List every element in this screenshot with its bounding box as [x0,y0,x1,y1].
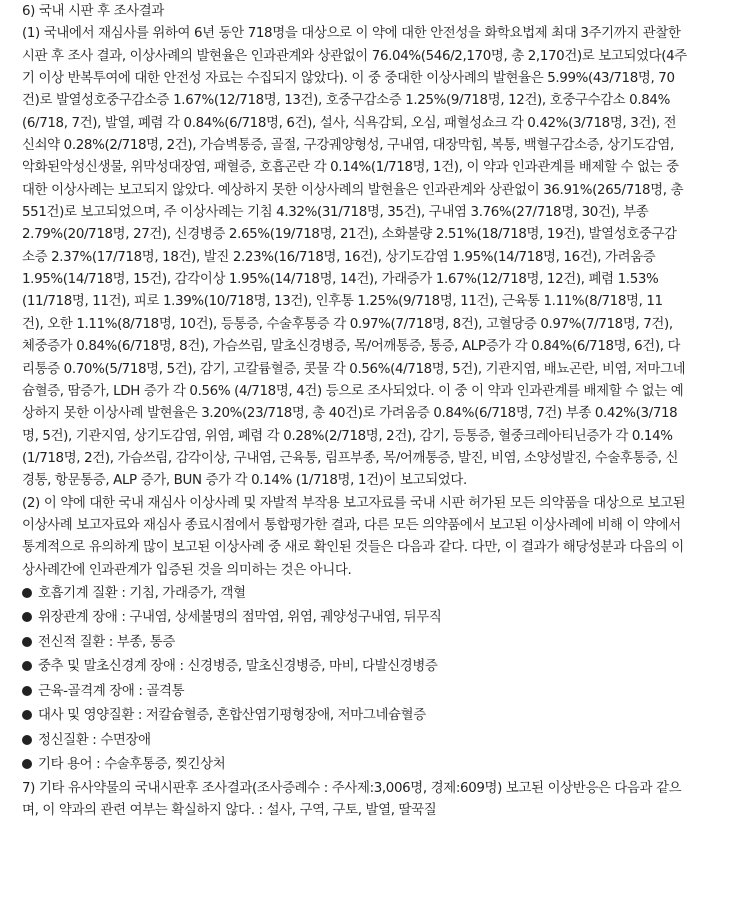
paragraph-domestic-survey [22,23,740,492]
bullet-dot-icon [22,588,32,598]
list-item-text: 대사 및 영양질환 : 저칼슘혈증, 혼합산염기평형장애, 저마그네슘혈증 [38,708,426,724]
text-line: (1/718명, 2건), 가슴쓰림, 감각이상, 구내염, 근육통, 림프부종, 목/어깨통증, 발진, 비염, 소양성발진, 수술후통증, 신 [22,450,679,466]
text-line: 대한 이상사례는 보고되지 않았다. 예상하지 못한 이상사례의 발현율은 인과관계와 상관없이 36.91%(265/718명, 총 [22,182,684,198]
section-heading [22,1,740,23]
text-line: 경통, 항문통증, ALP 증가, BUN 증가 각 0.14% (1/718명, 1건)이 보고되었다. [22,473,467,489]
text-line: 리통증 0.70%(5/718명, 5건), 감기, 고칼륨혈증, 콧물 각 0.56%(4/718명, 5건), 기관지염, 배뇨곤란, 비염, 저마그네 [22,361,686,377]
text-line: 1.95%(14/718명, 15건), 감각이상 1.95%(14/718명, 14건), 가래증가 1.67%(12/718명, 12건), 폐렴 1.53% [22,272,659,288]
adverse-event-bullet-list [22,582,740,778]
text-line: 상하지 못한 이상사례 발현율은 3.20%(23/718명, 총 40건)로 가려움증 0.84%(6/718명, 7건) 부종 0.42%(3/718 [22,406,678,422]
text-line: 건), 오한 1.11%(8/718명, 10건), 등통증, 수술후통증 각 0.97%(7/718명, 8건), 고혈당증 0.97%(7/718명, 7건), [22,316,673,332]
list-item-text: 기타 용어 : 수술후통증, 찢긴상처 [38,757,226,773]
list-item [22,606,740,631]
list-item [22,753,740,778]
text-line: 이상사례 보고자료와 재심사 종료시점에서 통합평가한 결과, 다른 모든 의약품에서 보고된 이상사례에 비해 이 약에서 [22,517,681,533]
heading-line: 6) 국내 시판 후 조사결과 [22,4,164,19]
list-item-text: 위장관계 장애 : 구내염, 상세불명의 점막염, 위염, 궤양성구내염, 뒤무직 [38,610,442,626]
text-line: 상사례간에 인과관계가 입증된 것을 의미하는 것은 아니다. [22,562,352,578]
text-line: 기 이상 반복투여에 대한 안전성 자료는 수집되지 않았다). 이 중 중대한 이상사례의 발현율은 5.99%(43/718명, 70 [22,71,675,87]
text-line: (6/718, 7건), 발열, 폐렴 각 0.84%(6/718명, 6건), 설사, 식욕감퇴, 오심, 패혈성쇼크 각 0.42%(3/718명, 3건), 전 [22,115,677,131]
bullet-dot-icon [22,759,32,769]
list-item [22,729,740,754]
text-line: 명, 5건), 기관지염, 상기도감염, 위염, 폐렴 각 0.28%(2/718명, 2건), 감기, 등통증, 혈중크레아티닌증가 각 0.14% [22,428,673,444]
text-line: 소증 2.37%(17/718명, 18건), 발진 2.23%(16/718명, 16건), 상기도감염 1.95%(14/718명, 16건), 가려움증 [22,249,656,265]
bullet-dot-icon [22,637,32,647]
text-line: 2.79%(20/718명, 27건), 신경병증 2.65%(19/718명, 21건), 소화불량 2.51%(18/718명, 19건), 발열성호중구감 [22,227,677,243]
text-line: 체중증가 0.84%(6/718명, 8건), 가슴쓰림, 말초신경병증, 목/어깨통증, 통증, ALP증가 각 0.84%(6/718명, 6건), 다 [22,339,681,355]
text-line: (11/718명, 11건), 피로 1.39%(10/718명, 13건), 인후통 1.25%(9/718명, 11건), 근육통 1.11%(8/718명, 11 [22,294,663,310]
list-item [22,704,740,729]
text-line: 건)로 발열성호중구감소증 1.67%(12/718명, 13건), 호중구감소증 1.25%(9/718명, 12건), 호중구수감소 0.84% [22,93,670,109]
list-item-text: 전신적 질환 : 부종, 통증 [38,634,175,650]
text-line: (2) 이 약에 대한 국내 재심사 이상사례 및 자발적 부작용 보고자료를 국내 시판 허가된 모든 의약품을 대상으로 보고된 [22,495,686,511]
list-item [22,582,740,607]
list-item [22,680,740,705]
list-item-text: 근육-골격계 장애 : 골격통 [38,683,185,699]
bullet-dot-icon [22,735,32,745]
text-line: 신쇠약 0.28%(2/718명, 2건), 가슴벽통증, 골절, 구강궤양형성, 구내염, 대장막힘, 복통, 백혈구감소증, 상기도감염, [22,138,674,154]
list-item [22,655,740,680]
text-line: 551건)로 보고되었으며, 주 이상사례는 기침 4.32%(31/718명, 35건), 구내염 3.76%(27/718명, 30건), 부종 [22,205,649,221]
list-item [22,631,740,656]
paragraph-integrated-evaluation [22,493,740,582]
document-body [22,1,740,823]
list-item-text: 중추 및 말초신경계 장애 : 신경병증, 말초신경병증, 마비, 다발신경병증 [38,659,438,675]
text-line: 며, 이 약과의 관련 여부는 확실하지 않다. : 설사, 구역, 구토, 발열, 딸꾹질 [22,803,437,819]
text-line: 악화된악성신생물, 위막성대장염, 패혈증, 호흡곤란 각 0.14%(1/718명, 1건), 이 약과 인과관계를 배제할 수 없는 중 [22,160,679,176]
text-line: 7) 기타 유사약물의 국내시판후 조사결과(조사증례수 : 주사제:3,006명, 경제:609명) 보고된 이상반응은 다음과 같으 [22,780,682,796]
bullet-dot-icon [22,661,32,671]
text-line: 시판 후 조사 결과, 이상사례의 발현율은 인과관계와 상관없이 76.04%(546/2,170명, 총 2,170건)로 보고되었다(4주 [22,48,687,64]
list-item-text: 정신질환 : 수면장애 [38,732,151,748]
bullet-dot-icon [22,710,32,720]
text-line: (1) 국내에서 재심사를 위하여 6년 동안 718명을 대상으로 이 약에 대한 안전성을 화학요법제 최대 3주기까지 관찰한 [22,26,681,42]
text-line: 통계적으로 유의하게 많이 보고된 이상사례 중 새로 확인된 것들은 다음과 같다. 다만, 이 결과가 해당성분과 다음의 이 [22,540,684,556]
bullet-dot-icon [22,686,32,696]
list-item-text: 호흡기계 질환 : 기침, 가래증가, 객혈 [38,585,246,601]
text-line: 슘혈증, 땀증가, LDH 증가 각 0.56% (4/718명, 4건) 등으로 조사되었다. 이 중 이 약과 인과관계를 배제할 수 없는 예 [22,383,684,399]
bullet-dot-icon [22,612,32,622]
paragraph-similar-drugs [22,778,740,823]
